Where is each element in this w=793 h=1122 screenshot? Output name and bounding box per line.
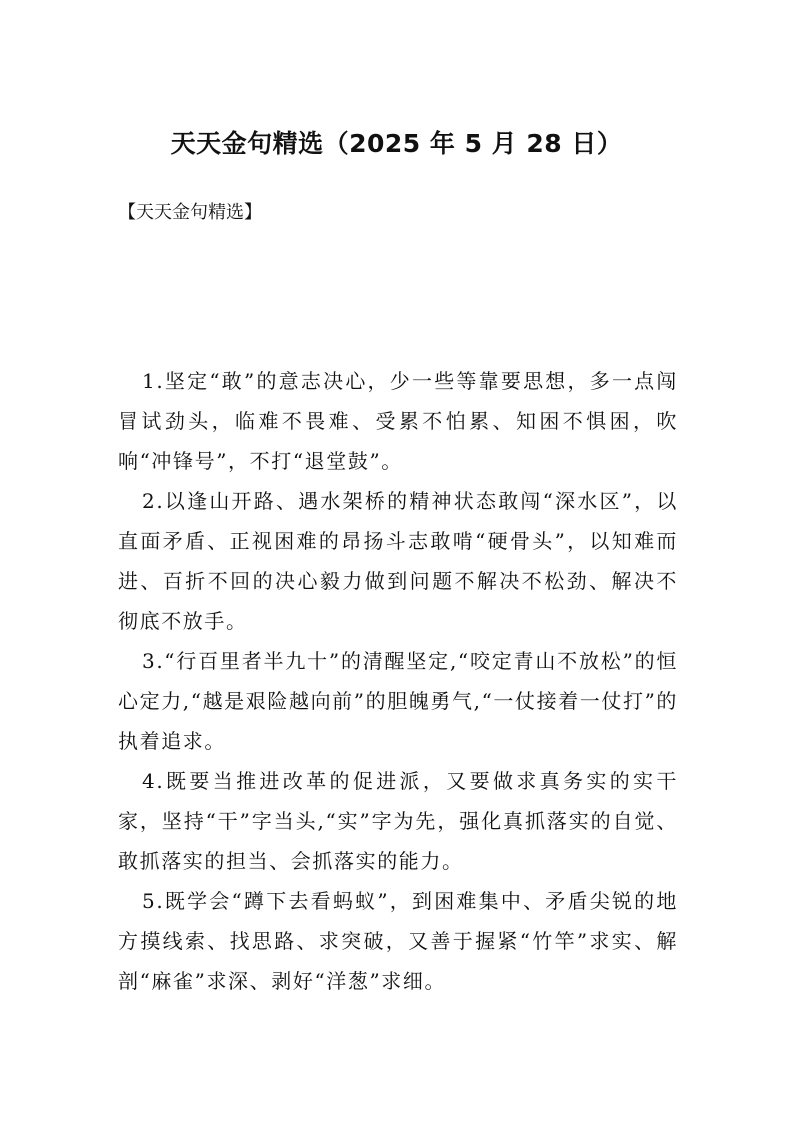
paragraph-2: 2.以逢山开路、遇水架桥的精神状态敢闯“深水区”，以直面矛盾、正视困难的昂扬斗志敢啃“硬骨头”，以知难而进、百折不回的决心毅力做到问题不解决不松劲、解决不彻底不放手。 [118,489,678,633]
paragraph-4: 4.既要当推进改革的促进派，又要做求真务实的实干家，坚持“干”字当头,“实”字为先，强化真抓落实的自觉、敢抓落实的担当、会抓落实的能力。 [118,769,678,873]
document-title: 天天金句精选（2025 年 5 月 28 日） [170,129,623,158]
paragraph-1: 1.坚定“敢”的意志决心，少一些等靠要思想，多一点闯冒试劲头，临难不畏难、受累不怕累、知困不惧困，吹响“冲锋号”，不打“退堂鼓”。 [118,369,678,473]
section-label: 【天天金句精选】 [118,202,262,223]
paragraph-3: 3.“行百里者半九十”的清醒坚定,“咬定青山不放松”的恒心定力,“越是艰险越向前”的胆魄勇气,“一仗接着一仗打”的执着追求。 [118,649,679,753]
paragraph-5: 5.既学会“蹲下去看蚂蚁”，到困难集中、矛盾尖锐的地方摸线索、找思路、求突破，又善于握紧“竹竿”求实、解剖“麻雀”求深、剥好“洋葱”求细。 [118,889,678,993]
document-body [118,361,678,1001]
